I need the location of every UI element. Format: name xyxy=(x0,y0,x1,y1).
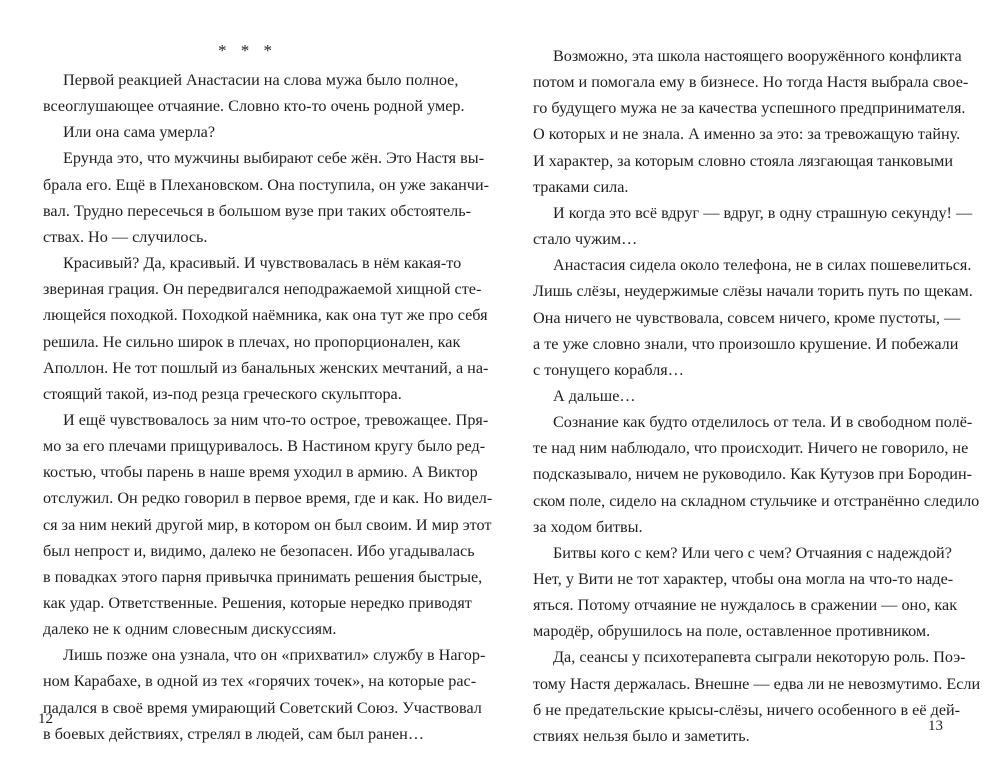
text-line: ся за ним некий другой мир, в котором он был своим. И мир этот xyxy=(43,516,492,534)
text-line: Нет, у Вити не тот характер, чтобы она могла на что-то наде- xyxy=(533,570,954,588)
text-line: Красивый? Да, красивый. И чувствовалась в нём какая-то xyxy=(63,254,462,272)
text-line: ствиях нельзя было и заметить. xyxy=(533,727,750,745)
text-line: Анастасия сидела около телефона, не в силах пошевелиться. xyxy=(553,256,972,274)
text-line: го будущего мужа не за качества успешного предпринимателя. xyxy=(533,99,966,117)
text-line: Да, сеансы у психотерапевта сыграли некоторую роль. Поэ- xyxy=(553,648,966,666)
text-line: Она ничего не чувствовала, совсем ничего, кроме пустоты, — xyxy=(533,309,961,327)
text-line: всеоглушающее отчаяние. Словно кто-то очень родной умер. xyxy=(43,97,465,115)
text-line: падался в своё время умирающий Советский Союз. Участвовал xyxy=(43,699,482,717)
text-line: ском поле, сидело на складном стульчике и отстранённо следило xyxy=(533,492,980,510)
text-line: стоящий такой, из-под резца греческого скульптора. xyxy=(43,385,402,403)
text-line: И когда это всё вдруг — вдруг, в одну страшную секунду! — xyxy=(553,204,973,222)
text-line: мародёр, обрушилось на поле, оставленное противником. xyxy=(533,622,931,640)
text-line: б не предательские крысы-слёзы, ничего особенного в её дей- xyxy=(533,701,961,719)
text-line: яться. Потому отчаяние не нуждалось в сражении — оно, как xyxy=(533,596,958,614)
page-number-left: 12 xyxy=(38,711,53,727)
text-line: Сознание как будто отделилось от тела. И в свободном полё- xyxy=(553,413,973,431)
text-line: а те уже словно знали, что произошло крушение. И побежали xyxy=(533,335,959,353)
text-line: за ходом битвы. xyxy=(533,518,643,536)
page-number-right: 13 xyxy=(928,718,943,734)
text-line: мо за его плечами прищуривалось. В Настином кругу было ред- xyxy=(43,437,486,455)
text-line: А дальше… xyxy=(553,387,636,405)
text-line: был непрост и, видимо, далеко не безопасен. Ибо угадывалась xyxy=(43,542,475,560)
text-line: брала его. Ещё в Плехановском. Она поступила, он уже заканчи- xyxy=(43,176,490,194)
text-line: Ерунда это, что мужчины выбирают себе жён. Это Настя вы- xyxy=(63,149,485,167)
text-line: Аполлон. Не тот пошлый из банальных женских мечтаний, а на- xyxy=(43,359,489,377)
text-line: Битвы кого с кем? Или чего с чем? Отчаяния с надеждой? xyxy=(553,544,952,562)
text-line: Или она сама умерла? xyxy=(63,123,216,141)
text-line: с тонущего корабля… xyxy=(533,361,684,379)
text-line: отслужил. Он редко говорил в первое время, где и как. Но видел- xyxy=(43,489,493,507)
text-line: ствах. Но — случилось. xyxy=(43,228,208,246)
text-line: как удар. Ответственные. Решения, которые нередко приводят xyxy=(43,594,472,612)
section-break-asterism: * * * xyxy=(218,41,277,60)
text-line: те над ним наблюдало, что происходит. Ничего не говорило, не xyxy=(533,439,969,457)
text-line: стало чужим… xyxy=(533,230,638,248)
text-line: траками сила. xyxy=(533,178,629,196)
text-line: О которых и не знала. А именно за это: за тревожащую тайну. xyxy=(533,125,961,143)
text-line: Возможно, эта школа настоящего вооружённого конфликта xyxy=(553,47,962,65)
text-line: далеко не к одним словесным дискуссиям. xyxy=(43,620,337,638)
text-line: Лишь позже она узнала, что он «прихватил» службу в Нагор- xyxy=(63,646,486,664)
text-line: Первой реакцией Анастасии на слова мужа было полное, xyxy=(63,71,459,89)
text-line: подсказывало, ничем не руководило. Как Кутузов при Бородин- xyxy=(533,465,972,483)
right-page xyxy=(495,0,990,784)
text-line: вал. Трудно пересечься в большом вузе при таких обстоятель- xyxy=(43,202,472,220)
text-line: костью, чтобы парень в наше время уходил в армию. А Виктор xyxy=(43,463,478,481)
text-line: ном Карабахе, в одной из тех «горячих точек», на которые рас- xyxy=(43,672,477,690)
text-line: в боевых действиях, стрелял в людей, сам был ранен… xyxy=(43,725,425,743)
text-line: И ещё чувствовалось за ним что-то острое, тревожащее. Пря- xyxy=(63,411,489,429)
text-line: тому Настя держалась. Внешне — едва ли не невозмутимо. Если xyxy=(533,675,981,693)
text-line: Лишь слёзы, неудержимые слёзы начали торить путь по щекам. xyxy=(533,282,973,300)
text-line: И характер, за которым словно стояла лязгающая танковыми xyxy=(533,152,953,170)
text-line: лющейся походкой. Походкой наёмника, как она тут же про себя xyxy=(43,306,488,324)
text-line: звериная грация. Он передвигался неподражаемой хищной сте- xyxy=(43,280,482,298)
text-line: в повадках этого парня привычка принимать решения быстрые, xyxy=(43,568,483,586)
text-line: решила. Не сильно широк в плечах, но пропорционален, как xyxy=(43,333,461,351)
text-line: потом и помогала ему в бизнесе. Но тогда Настя выбрала свое- xyxy=(533,73,969,91)
